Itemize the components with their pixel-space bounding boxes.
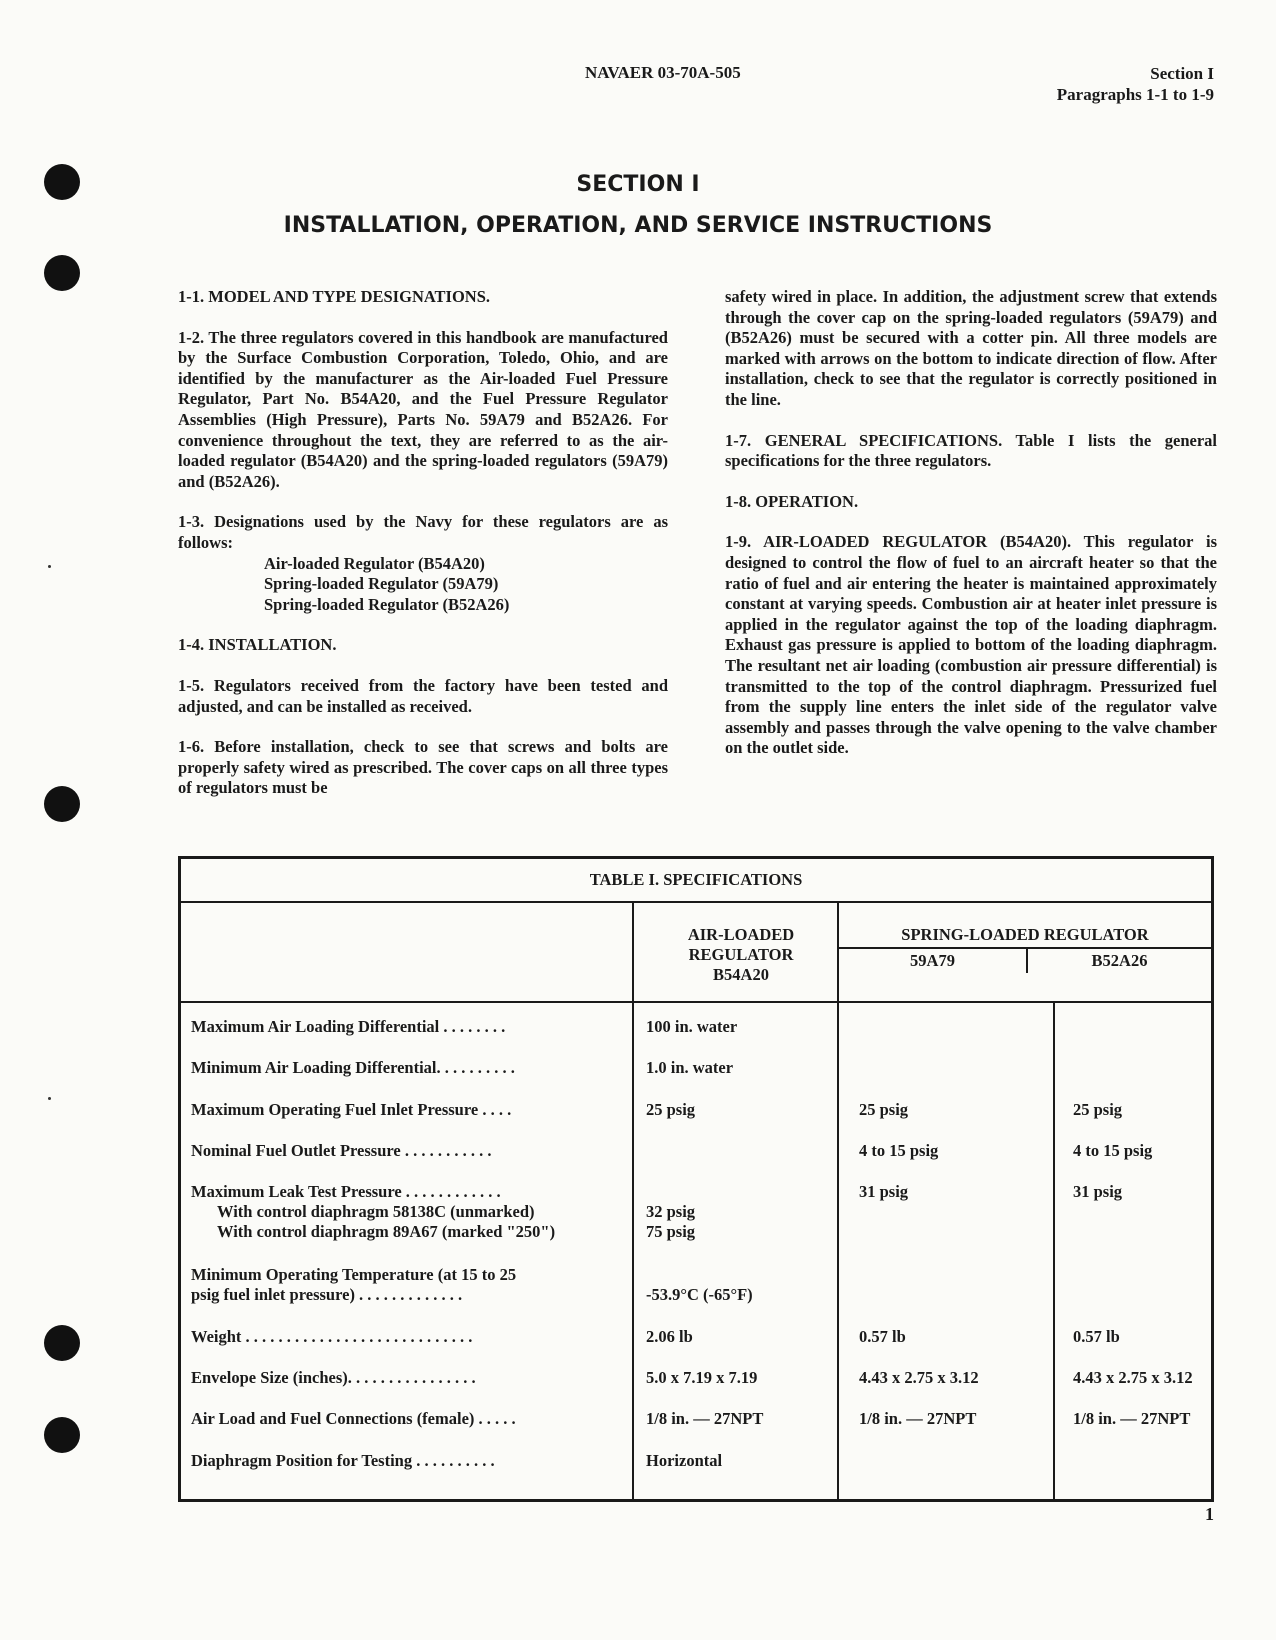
binder-hole-bottom bbox=[44, 1417, 80, 1453]
paragraph-1-8: 1-8. OPERATION. bbox=[725, 491, 859, 511]
row-label: psig fuel inlet pressure) . . . . . . . . . . . . . bbox=[191, 1284, 463, 1304]
margin-dot bbox=[48, 1097, 51, 1100]
page-number: 1 bbox=[1205, 1504, 1214, 1524]
spring-b52a26-value bbox=[1054, 1255, 1213, 1317]
table-row bbox=[180, 1002, 1213, 1048]
header-spring-loaded bbox=[838, 902, 1213, 1002]
air-loaded-value bbox=[646, 1182, 836, 1202]
binder-hole-middle bbox=[44, 786, 80, 822]
spring-59a79-value: 4.43 x 2.75 x 3.12 bbox=[838, 1358, 1054, 1399]
binder-hole-lower bbox=[44, 1325, 80, 1361]
row-label: Nominal Fuel Outlet Pressure . . . . . . . . . . . bbox=[191, 1140, 492, 1160]
margin-dot bbox=[48, 565, 51, 568]
row-sublabel: With control diaphragm 58138C (unmarked) bbox=[217, 1202, 535, 1222]
paragraph-1-9: 1-9. AIR-LOADED REGULATOR (B54A20). This regulator is designed to control the flow of fuel to an aircraft heater so that the ratio of fuel and air entering the heater is maintained approximately constant at varying speeds. Combustion air at heater inlet pressure is applied in the regulator against the top of the loading diaphragm. Exhaust gas pressure is applied to bottom of the loading diaphragm. The resultant net air loading (combustion air pressure differential) is transmitted to the top of the control diaphragm. Pressurized fuel from the supply line enters the inlet side of the regulator valve assembly and passes through the valve opening to the valve chamber on the outlet side. bbox=[725, 532, 1217, 758]
section-subtitle: INSTALLATION, OPERATION, AND SERVICE INSTRUCTIONS bbox=[283, 213, 993, 238]
designation-list bbox=[178, 554, 668, 616]
row-label-group bbox=[180, 1255, 634, 1317]
specifications-table bbox=[178, 856, 1214, 1502]
designation-item: Spring-loaded Regulator (B52A26) bbox=[264, 594, 510, 614]
spring-59a79-value bbox=[838, 1002, 1054, 1048]
air-loaded-value: 5.0 x 7.19 x 7.19 bbox=[633, 1358, 838, 1399]
designation-item: Air-loaded Regulator (B54A20) bbox=[264, 553, 485, 573]
table-row bbox=[180, 1317, 1213, 1358]
spring-loaded-part-59a79: 59A79 bbox=[839, 949, 1028, 973]
paragraphs-label: Paragraphs 1-1 to 1-9 bbox=[1056, 85, 1214, 104]
air-loaded-value bbox=[633, 1131, 838, 1172]
air-loaded-value: 25 psig bbox=[633, 1090, 838, 1131]
air-loaded-value bbox=[646, 1265, 836, 1285]
spring-b52a26-value bbox=[1054, 1441, 1213, 1501]
air-loaded-value: 32 psig bbox=[646, 1202, 696, 1222]
spring-b52a26-value bbox=[1054, 1002, 1213, 1048]
row-label-group bbox=[180, 1172, 634, 1255]
row-label: Diaphragm Position for Testing . . . . . . . . . . bbox=[191, 1450, 495, 1470]
section-reference bbox=[1057, 63, 1214, 105]
table-row bbox=[180, 1048, 1213, 1089]
header-air-loaded bbox=[633, 902, 838, 1002]
spring-b52a26-value: 0.57 lb bbox=[1054, 1317, 1213, 1358]
row-label: Minimum Air Loading Differential. . . . . . . . . . bbox=[191, 1058, 515, 1078]
spring-59a79-value: 25 psig bbox=[838, 1090, 1054, 1131]
paragraph-1-6: 1-6. Before installation, check to see that screws and bolts are properly safety wired as prescribed. The cover caps on all three types of regulators must be bbox=[178, 737, 668, 798]
air-loaded-title: AIR-LOADED REGULATOR bbox=[687, 925, 795, 964]
left-column bbox=[178, 287, 668, 819]
spring-59a79-value bbox=[838, 1048, 1054, 1089]
spring-b52a26-value: 31 psig bbox=[1054, 1172, 1213, 1255]
air-loaded-value: -53.9°C (-65°F) bbox=[646, 1284, 753, 1304]
row-label: Envelope Size (inches). . . . . . . . . . . . . . . . bbox=[191, 1367, 476, 1387]
right-column bbox=[725, 287, 1217, 779]
air-loaded-value-group bbox=[633, 1255, 838, 1317]
row-label: Maximum Air Loading Differential . . . . . . . . bbox=[191, 1017, 506, 1036]
paragraph-1-1: 1-1. MODEL AND TYPE DESIGNATIONS. bbox=[178, 287, 491, 306]
row-label: Weight . . . . . . . . . . . . . . . . . . . . . . . . . . . . bbox=[191, 1326, 473, 1346]
paragraph-1-4: 1-4. INSTALLATION. bbox=[178, 635, 337, 655]
air-loaded-value: Horizontal bbox=[633, 1441, 838, 1501]
air-loaded-value: 100 in. water bbox=[633, 1002, 838, 1048]
table-row bbox=[180, 1399, 1213, 1440]
table-row-leak-test bbox=[180, 1172, 1213, 1255]
paragraph-1-6-continued: safety wired in place. In addition, the adjustment screw that extends through the cover cap on the spring-loaded regulators (59A79) and (B52A26) must be secured with a cotter pin. All three models are marked with arrows on the bottom to indicate direction of flow. After installation, check to see that the regulator is correctly positioned in the line. bbox=[725, 287, 1217, 409]
row-label: Minimum Operating Temperature (at 15 to 25 bbox=[191, 1264, 517, 1284]
table-header-row bbox=[180, 902, 1213, 1002]
air-loaded-value: 75 psig bbox=[646, 1222, 696, 1242]
spring-b52a26-value: 4 to 15 psig bbox=[1054, 1131, 1213, 1172]
document-number: NAVAER 03-70A-505 bbox=[585, 63, 741, 82]
air-loaded-value: 1/8 in. — 27NPT bbox=[633, 1399, 838, 1440]
table-row bbox=[180, 1131, 1213, 1172]
row-label: Maximum Leak Test Pressure . . . . . . . . . . . . bbox=[191, 1182, 501, 1202]
header-blank bbox=[180, 902, 634, 1002]
table-row bbox=[180, 1090, 1213, 1131]
table-row bbox=[180, 1358, 1213, 1399]
air-loaded-value: 2.06 lb bbox=[633, 1317, 838, 1358]
air-loaded-value-group bbox=[633, 1172, 838, 1255]
table-row-temperature bbox=[180, 1255, 1213, 1317]
paragraph-1-3: 1-3. Designations used by the Navy for these regulators are as follows: bbox=[178, 512, 668, 552]
spring-b52a26-value: 25 psig bbox=[1054, 1090, 1213, 1131]
spring-59a79-value: 0.57 lb bbox=[838, 1317, 1054, 1358]
spring-59a79-value: 4 to 15 psig bbox=[838, 1131, 1054, 1172]
table-caption: TABLE I. SPECIFICATIONS bbox=[180, 858, 1213, 903]
spring-59a79-value bbox=[838, 1441, 1054, 1501]
spring-59a79-value bbox=[838, 1255, 1054, 1317]
spring-loaded-part-b52a26: B52A26 bbox=[1091, 951, 1148, 970]
spring-59a79-value: 1/8 in. — 27NPT bbox=[838, 1399, 1054, 1440]
spring-b52a26-value: 4.43 x 2.75 x 3.12 bbox=[1054, 1358, 1213, 1399]
row-sublabel: With control diaphragm 89A67 (marked "250") bbox=[217, 1222, 556, 1242]
section-title: SECTION I bbox=[576, 172, 700, 197]
paragraph-1-2: 1-2. The three regulators covered in this handbook are manufactured by the Surface Combustion Corporation, Toledo, Ohio, and are identified by the manufacturer as the Air-loaded Fuel Pressure Regulator, Part No. B54A20, and the Fuel Pressure Regulator Assemblies (High Pressure), Parts No. 59A79 and B52A26. For convenience throughout the text, they are referred to as the air-loaded regulator (B54A20) and the spring-loaded regulators (59A79) and (B52A26). bbox=[178, 327, 668, 491]
paragraph-1-7: 1-7. GENERAL SPECIFICATIONS. Table I lists the general specifications for the three regulators. bbox=[725, 430, 1217, 471]
row-label: Maximum Operating Fuel Inlet Pressure . . . . bbox=[191, 1099, 512, 1119]
spring-59a79-value: 31 psig bbox=[838, 1172, 1054, 1255]
table-row bbox=[180, 1441, 1213, 1501]
section-label: Section I bbox=[1150, 64, 1214, 83]
spring-b52a26-value: 1/8 in. — 27NPT bbox=[1054, 1399, 1213, 1440]
air-loaded-part: B54A20 bbox=[713, 965, 769, 984]
binder-hole-upper bbox=[44, 255, 80, 291]
spring-b52a26-value bbox=[1054, 1048, 1213, 1089]
spring-loaded-title: SPRING-LOADED REGULATOR bbox=[901, 925, 1149, 944]
paragraph-1-5: 1-5. Regulators received from the factory have been tested and adjusted, and can be installed as received. bbox=[178, 675, 668, 716]
designation-item: Spring-loaded Regulator (59A79) bbox=[264, 574, 499, 594]
air-loaded-value: 1.0 in. water bbox=[633, 1048, 838, 1089]
row-label: Air Load and Fuel Connections (female) . . . . . bbox=[191, 1409, 516, 1429]
